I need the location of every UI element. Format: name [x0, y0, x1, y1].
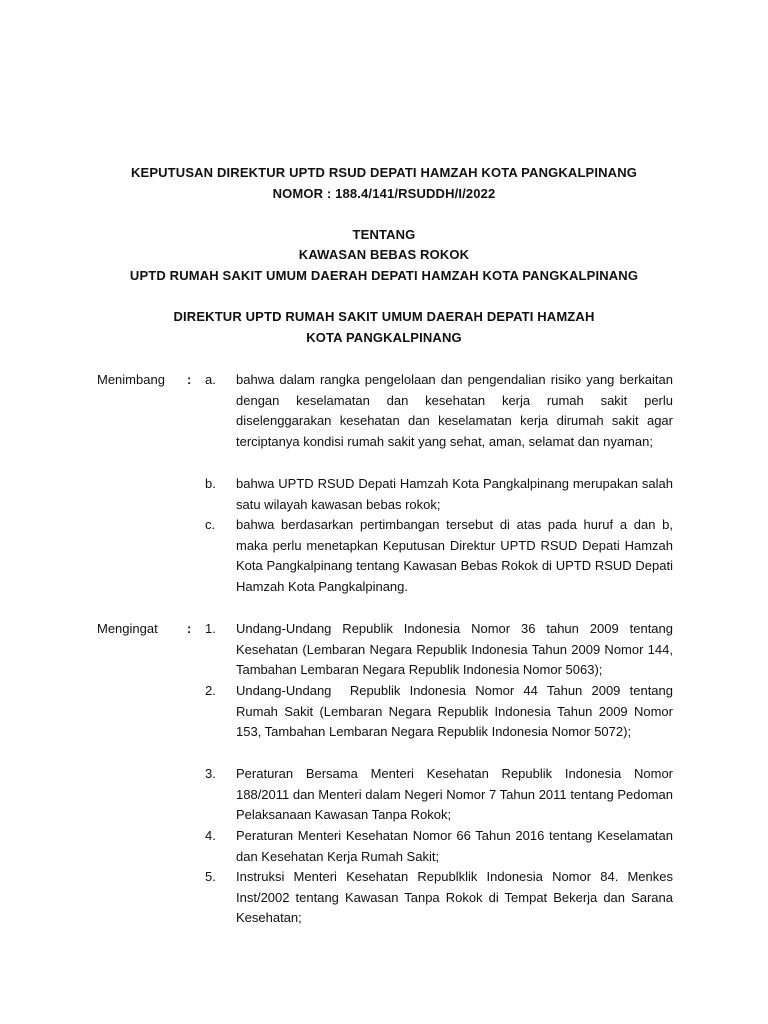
list-marker: 4.	[205, 828, 216, 843]
list-item-text: bahwa berdasarkan pertimbangan tersebut di atas pada huruf a dan b, maka perlu menetapkan Keputusan Direktur UPTD RSUD Depati Hamzah Kota Pangkalpinang tentang Kawasan Bebas Rokok di UPTD RSUD Depati Hamzah Kota Pangkalpinang.	[236, 517, 677, 595]
list-marker: 2.	[205, 683, 216, 698]
list-marker: 3.	[205, 766, 216, 781]
menimbang-colon: :	[187, 372, 192, 387]
list-marker: c.	[205, 517, 216, 532]
list-item-text: Peraturan Menteri Kesehatan Nomor 66 Tahun 2016 tentang Keselamatan dan Kesehatan Kerja Rumah Sakit;	[236, 828, 677, 864]
list-marker: 1.	[205, 621, 216, 636]
decree-title: KEPUTUSAN DIREKTUR UPTD RSUD DEPATI HAMZAH KOTA PANGKALPINANG	[130, 165, 638, 180]
mengingat-colon: :	[187, 621, 192, 636]
list-item-text: Undang-Undang Republik Indonesia Nomor 44 Tahun 2009 tentang Rumah Sakit (Lembaran Negara Republik Indonesia Tahun 2009 Nomor 153, Tambahan Lembaran Negara Republik Indonesia Nomor 5072);	[236, 683, 677, 740]
list-item-text: bahwa UPTD RSUD Depati Hamzah Kota Pangkalpinang merupakan salah satu wilayah kawasan bebas rokok;	[236, 476, 677, 512]
issuer-line-2: KOTA PANGKALPINANG	[306, 330, 462, 345]
list-marker: b.	[205, 476, 216, 491]
subject-line-2: UPTD RUMAH SAKIT UMUM DAERAH DEPATI HAMZAH KOTA PANGKALPINANG	[129, 268, 639, 283]
list-item-text: Peraturan Bersama Menteri Kesehatan Republik Indonesia Nomor 188/2011 dan Menteri dalam Negeri Nomor 7 Tahun 2011 tentang Pedoman Pelaksanaan Kawasan Tanpa Rokok;	[236, 766, 677, 823]
issuer-line-1: DIREKTUR UPTD RUMAH SAKIT UMUM DAERAH DEPATI HAMZAH	[173, 309, 595, 324]
list-item-text: Instruksi Menteri Kesehatan Republklik Indonesia Nomor 84. Menkes Inst/2002 tentang Kawasan Tanpa Rokok di Tempat Bekerja dan Sarana Kesehatan;	[236, 869, 677, 926]
tentang-heading: TENTANG	[352, 227, 416, 242]
list-item-text: bahwa dalam rangka pengelolaan dan pengendalian risiko yang berkaitan dengan keselamatan dan kesehatan kerja rumah sakit perlu diselenggarakan kesehatan dan keselamatan kerja dirumah sakit agar terciptanya kondisi rumah sakit yang sehat, aman, selamat dan nyaman;	[236, 372, 677, 450]
mengingat-label: Mengingat	[97, 621, 158, 636]
menimbang-label: Menimbang	[97, 372, 165, 387]
list-marker: 5.	[205, 869, 216, 884]
decree-number: NOMOR : 188.4/141/RSUDDH/I/2022	[272, 186, 496, 201]
list-marker: a.	[205, 372, 216, 387]
list-item-text: Undang-Undang Republik Indonesia Nomor 36 tahun 2009 tentang Kesehatan (Lembaran Negara Republik Indonesia Tahun 2009 Nomor 144, Tambahan Lembaran Negara Republik Indonesia Nomor 5063);	[236, 621, 677, 678]
subject-line-1: KAWASAN BEBAS ROKOK	[298, 247, 470, 262]
